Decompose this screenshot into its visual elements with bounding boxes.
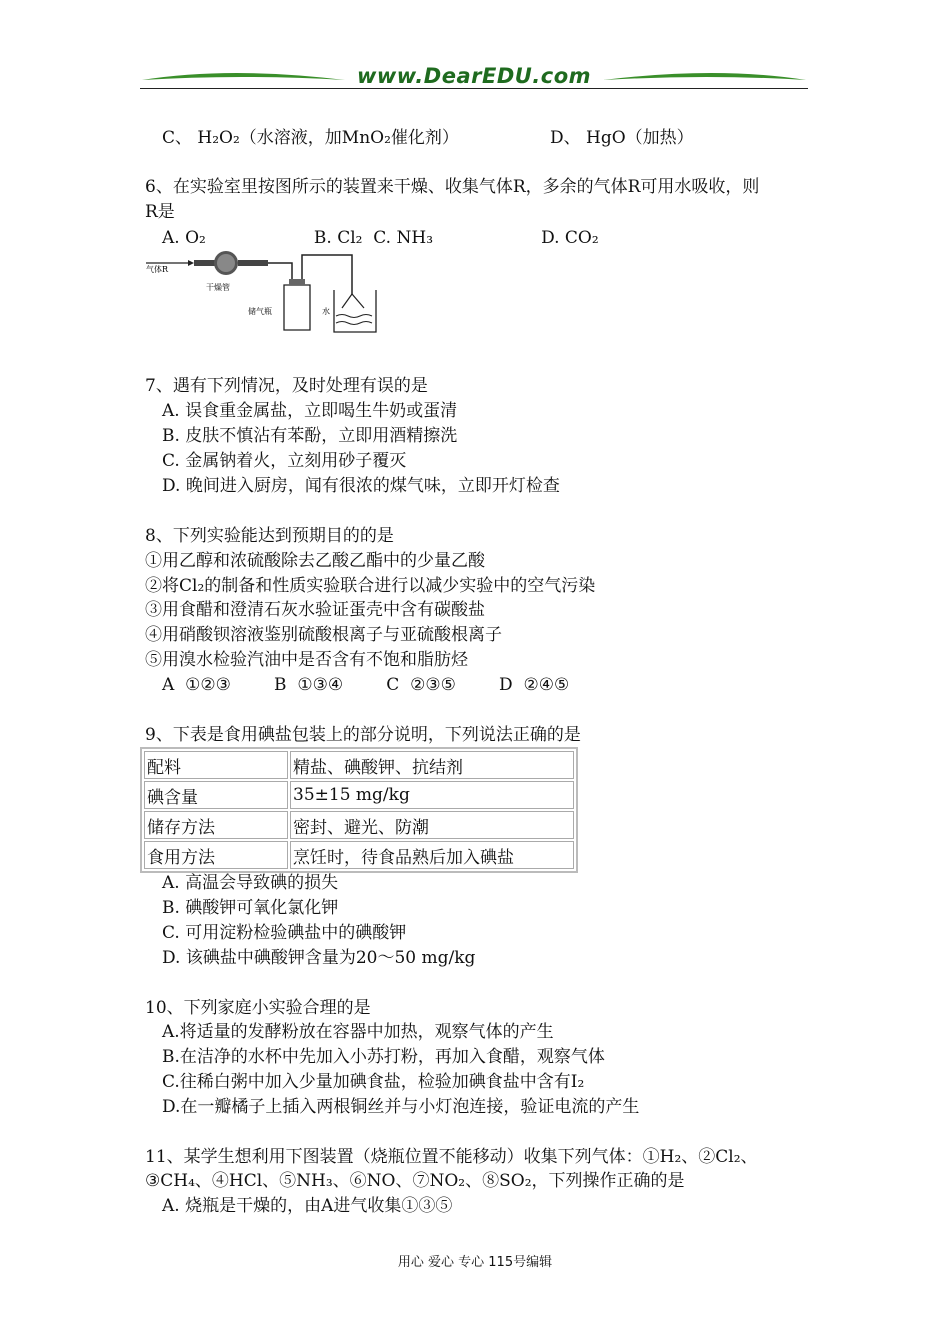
q9-stem: 9、下表是食用碘盐包装上的部分说明，下列说法正确的是 [145,725,581,745]
q11-option-a: A. 烧瓶是干燥的，由A进气收集①③⑤ [162,1196,453,1216]
q7-stem: 7、遇有下列情况，及时处理有误的是 [145,376,428,396]
q6-options: A. O₂ B. Cl₂ C. NH₃ D. CO₂ [162,228,599,248]
q10-option-a: A.将适量的发酵粉放在容器中加热，观察气体的产生 [162,1022,554,1042]
page-footer: 用心 爱心 专心 115号编辑 [397,1255,553,1270]
table-cell-key: 食用方法 [144,841,288,869]
figure-label-water: 水 [322,307,330,316]
q9-option-c: C. 可用淀粉检验碘盐中的碘酸钾 [162,923,407,943]
figure-label-bottle: 储气瓶 [248,307,272,316]
q9-option-b: B. 碘酸钾可氧化氯化钾 [162,898,339,918]
q5-option-d: D、 HgO（加热） [550,128,694,148]
page-header [140,58,808,98]
q9-option-a: A. 高温会导致碘的损失 [162,873,339,893]
q8-item-5: ⑤用溴水检验汽油中是否含有不饱和脂肪烃 [145,650,468,670]
q6-stem-line1: 6、在实验室里按图所示的装置来干燥、收集气体R，多余的气体R可用水吸收，则 [145,177,760,197]
q7-option-b: B. 皮肤不慎沾有苯酚，立即用酒精擦洗 [162,426,458,446]
q10-option-d: D.在一瓣橘子上插入两根铜丝并与小灯泡连接，验证电流的产生 [162,1097,640,1117]
figure-label-dryer: 干燥管 [206,283,230,292]
drying-collection-apparatus-figure [144,250,384,335]
q8-item-2: ②将Cl₂的制备和性质实验联合进行以减少实验中的空气污染 [145,576,596,596]
q11-stem-line2: ③CH₄、④HCl、⑤NH₃、⑥NO、⑦NO₂、⑧SO₂，下列操作正确的是 [145,1171,685,1191]
table-row [144,841,574,869]
table-cell-value: 密封、避光、防潮 [290,811,574,839]
header-rule [140,88,808,89]
q5-option-c: C、 H₂O₂（水溶液，加MnO₂催化剂） [162,128,459,148]
table-cell-value: 35±15 mg/kg [290,781,574,809]
table-cell-key: 配料 [144,751,288,779]
q6-stem-line2: R是 [145,202,175,222]
q7-option-a: A. 误食重金属盐，立即喝生牛奶或蛋清 [162,401,458,421]
table-cell-key: 碘含量 [144,781,288,809]
table-cell-value: 精盐、碘酸钾、抗结剂 [290,751,574,779]
q8-item-4: ④用硝酸钡溶液鉴别硫酸根离子与亚硫酸根离子 [145,625,502,645]
q7-option-c: C. 金属钠着火，立刻用砂子覆灭 [162,451,407,471]
q8-options: A ①②③ B ①③④ C ②③⑤ D ②④⑤ [162,675,570,695]
table-cell-value: 烹饪时，待食品熟后加入碘盐 [290,841,574,869]
figure-label-gas: 气体R [146,265,169,274]
q8-item-3: ③用食醋和澄清石灰水验证蛋壳中含有碳酸盐 [145,600,485,620]
table-row [144,781,574,809]
q10-option-c: C.往稀白粥中加入少量加碘食盐，检验加碘食盐中含有I₂ [162,1072,585,1092]
q9-option-d: D. 该碘盐中碘酸钾含量为20～50 mg/kg [162,948,476,968]
table-row [144,811,574,839]
table-cell-key: 储存方法 [144,811,288,839]
q8-item-1: ①用乙醇和浓硫酸除去乙酸乙酯中的少量乙酸 [145,551,485,571]
iodized-salt-info-table [140,747,578,873]
q10-option-b: B.在洁净的水杯中先加入小苏打粉，再加入食醋，观察气体 [162,1047,605,1067]
table-row [144,751,574,779]
q7-option-d: D. 晚间进入厨房，闻有很浓的煤气味，立即开灯检查 [162,476,560,496]
q10-stem: 10、下列家庭小实验合理的是 [145,998,371,1018]
site-logo-text: www.DearEDU.com [356,64,592,88]
q11-stem-line1: 11、某学生想利用下图装置（烧瓶位置不能移动）收集下列气体：①H₂、②Cl₂、 [145,1147,758,1167]
q8-stem: 8、下列实验能达到预期目的的是 [145,526,394,546]
